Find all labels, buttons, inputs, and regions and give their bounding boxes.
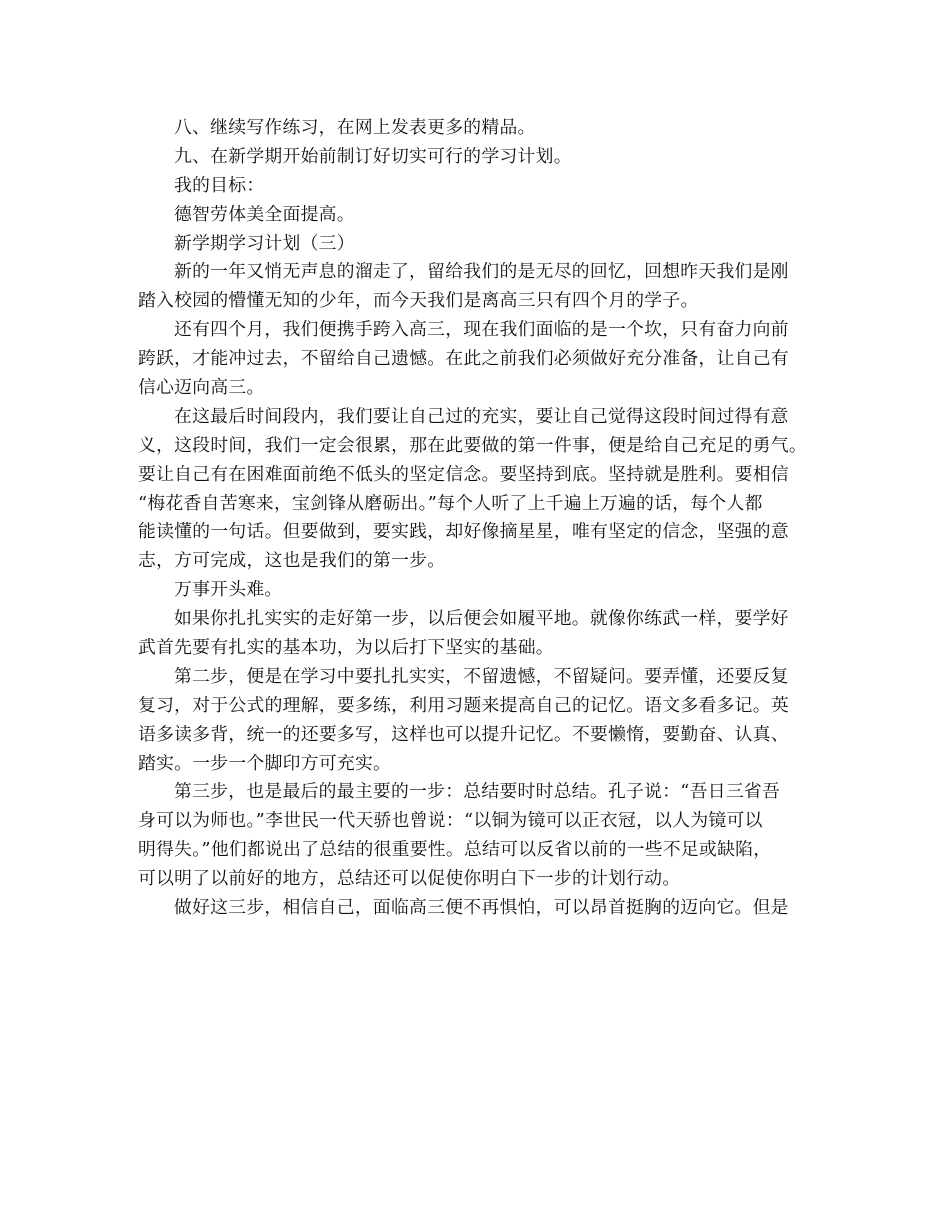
text-line: 九、在新学期开始前制订好切实可行的学习计划。 [174, 145, 572, 167]
paragraph [138, 143, 828, 172]
text-line: 能读懂的一句话。但要做到，要实践，却好像摘星星，唯有坚定的信念，坚强的意 [138, 521, 789, 543]
text-line: 志，方可完成，这也是我们的第一步。 [138, 550, 446, 572]
text-line: 信心迈向高三。 [138, 377, 265, 399]
text-line: 还有四个月，我们便携手跨入高三，现在我们面临的是一个坎，只有奋力向前 [174, 319, 789, 341]
text-line: 八、继续写作练习，在网上发表更多的精品。 [174, 117, 536, 138]
paragraph [138, 316, 828, 403]
paragraph [138, 894, 828, 923]
paragraph [138, 201, 828, 230]
paragraph [138, 114, 828, 143]
text-line: 踏入校园的懵懂无知的少年，而今天我们是离高三只有四个月的学子。 [138, 290, 699, 312]
text-line: 跨跃，才能冲过去，不留给自己遗憾。在此之前我们必须做好充分准备，让自己有 [138, 348, 789, 370]
text-line: 做好这三步，相信自己，面临高三便不再惧怕，可以昂首挺胸的迈向它。但是 [174, 897, 789, 919]
text-line: 德智劳体美全面提高。 [174, 203, 355, 225]
paragraph [138, 778, 828, 894]
text-line: 我的目标： [174, 174, 265, 196]
text-line: 身可以为师也。”李世民一代天骄也曾说：“以铜为镜可以正衣冠，以人为镜可以 [138, 810, 763, 832]
paragraph [138, 605, 828, 663]
text-line: 在这最后时间段内，我们要让自己过的充实，要让自己觉得这段时间过得有意 [174, 405, 789, 427]
paragraph [138, 576, 828, 605]
paragraph [138, 403, 828, 576]
text-line: 新学期学习计划（三） [174, 232, 355, 254]
text-line: 可以明了以前好的地方，总结还可以促使你明白下一步的计划行动。 [138, 868, 681, 890]
text-line: 语多读多背，统一的还要多写，这样也可以提升记忆。不要懒惰，要勤奋、认真、 [138, 723, 789, 745]
text-line: 明得失。”他们都说出了总结的很重要性。总结可以反省以前的一些不足或缺陷， [138, 839, 772, 861]
text-line: 万事开头难。 [174, 579, 283, 601]
section-heading [138, 230, 828, 259]
paragraph [138, 172, 828, 201]
text-line: 要让自己有在困难面前绝不低头的坚定信念。要坚持到底。坚持就是胜利。要相信 [138, 463, 789, 485]
text-line: 新的一年又悄无声息的溜走了，留给我们的是无尽的回忆，回想昨天我们是刚 [174, 261, 789, 283]
text-line: 第二步，便是在学习中要扎扎实实，不留遗憾，不留疑问。要弄懂，还要反复 [174, 665, 789, 687]
paragraph [138, 663, 828, 779]
text-line: 武首先要有扎实的基本功，为以后打下坚实的基础。 [138, 637, 554, 659]
text-line: 踏实。一步一个脚印方可充实。 [138, 752, 392, 774]
document-page [138, 114, 828, 923]
text-line: 复习，对于公式的理解，要多练，利用习题来提高自己的记忆。语文多看多记。英 [138, 694, 789, 716]
text-line: “梅花香自苦寒来，宝剑锋从磨砺出。”每个人听了上千遍上万遍的话，每个人都 [138, 492, 763, 514]
text-line: 义，这段时间，我们一定会很累，那在此要做的第一件事，便是给自己充足的勇气。 [138, 434, 808, 456]
text-line: 第三步，也是最后的最主要的一步：总结要时时总结。孔子说：“吾日三省吾 [174, 781, 781, 803]
text-line: 如果你扎扎实实的走好第一步，以后便会如履平地。就像你练武一样，要学好 [174, 608, 789, 630]
paragraph [138, 258, 828, 316]
